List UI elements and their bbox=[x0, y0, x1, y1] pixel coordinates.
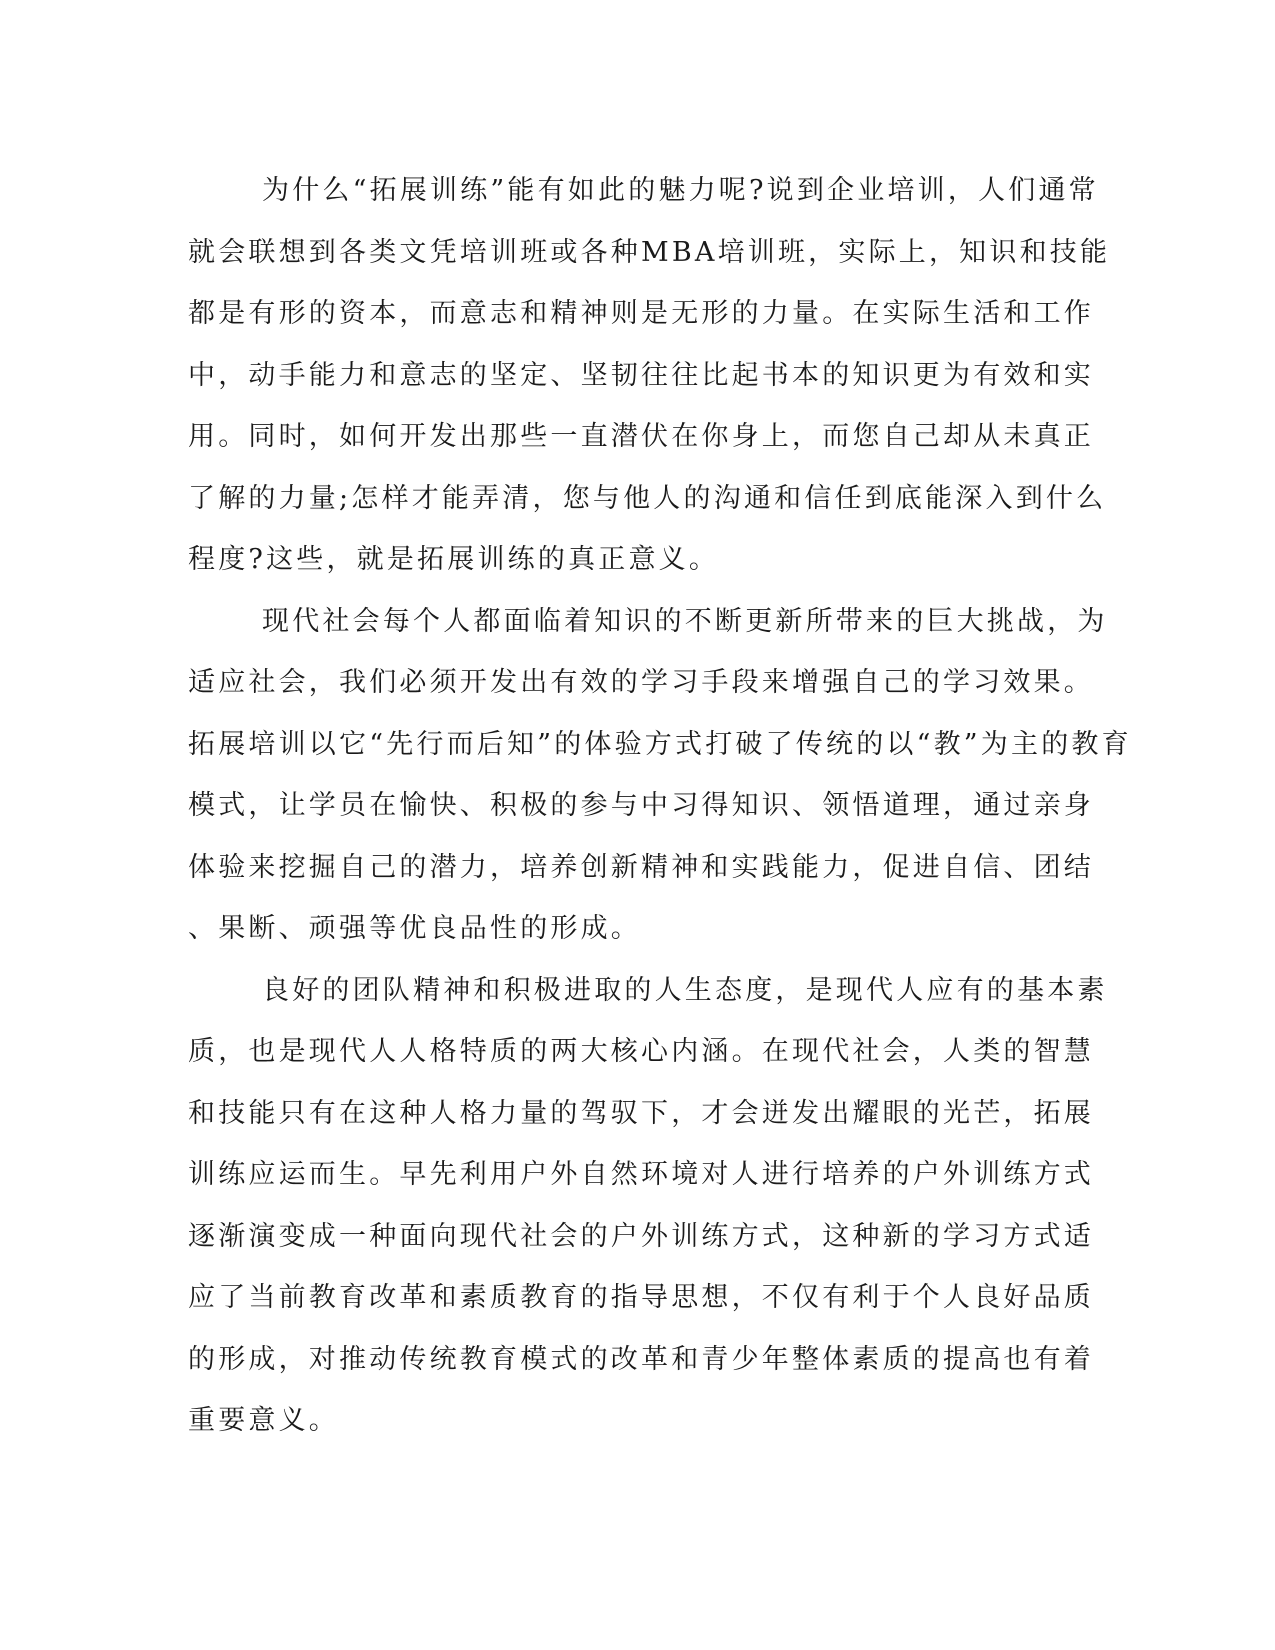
text-line: 就会联想到各类文凭培训班或各种MBA培训班，实际上，知识和技能 bbox=[188, 236, 1111, 268]
text-line: 拓展培训以它“先行而后知”的体验方式打破了传统的以“教”为主的教育 bbox=[188, 728, 1132, 760]
text-line: 的形成，对推动传统教育模式的改革和青少年整体素质的提高也有着 bbox=[188, 1343, 1094, 1375]
text-line: 程度?这些，就是拓展训练的真正意义。 bbox=[188, 544, 720, 575]
text-line: 质，也是现代人人格特质的两大核心内涵。在现代社会，人类的智慧 bbox=[188, 1036, 1094, 1067]
text-line: 了解的力量;怎样才能弄清，您与他人的沟通和信任到底能深入到什么 bbox=[188, 482, 1107, 514]
text-line: 应了当前教育改革和素质教育的指导思想，不仅有利于个人良好品质 bbox=[188, 1282, 1094, 1313]
text-line: 适应社会，我们必须开发出有效的学习手段来增强自己的学习效果。 bbox=[188, 667, 1094, 698]
text-line: 和技能只有在这种人格力量的驾驭下，才会迸发出耀眼的光芒，拓展 bbox=[188, 1097, 1094, 1129]
text-line: 、果断、顽强等优良品性的形成。 bbox=[188, 913, 641, 944]
text-line: 逐渐演变成一种面向现代社会的户外训练方式，这种新的学习方式适 bbox=[188, 1220, 1094, 1252]
paragraph-3 bbox=[188, 960, 1108, 1452]
text-line: 用。同时，如何开发出那些一直潜伏在你身上，而您自己却从未真正 bbox=[188, 421, 1094, 452]
text-line: 体验来挖掘自己的潜力，培养创新精神和实践能力，促进自信、团结 bbox=[188, 851, 1094, 883]
text-line: 重要意义。 bbox=[188, 1405, 339, 1436]
text-line: 训练应运而生。早先利用户外自然环境对人进行培养的户外训练方式 bbox=[188, 1159, 1094, 1190]
text-line: 都是有形的资本，而意志和精神则是无形的力量。在实际生活和工作 bbox=[188, 298, 1094, 329]
text-line: 现代社会每个人都面临着知识的不断更新所带来的巨大挑战，为 bbox=[262, 605, 1108, 637]
paragraph-1 bbox=[188, 160, 1111, 591]
text-line: 模式，让学员在愉快、积极的参与中习得知识、领悟道理，通过亲身 bbox=[188, 790, 1094, 821]
paragraph-2 bbox=[188, 591, 1132, 960]
text-line: 中，动手能力和意志的坚定、坚韧往往比起书本的知识更为有效和实 bbox=[188, 359, 1094, 391]
text-line: 为什么“拓展训练”能有如此的魅力呢?说到企业培训，人们通常 bbox=[262, 175, 1099, 206]
body-text bbox=[188, 160, 1132, 1452]
text-line: 良好的团队精神和积极进取的人生态度，是现代人应有的基本素 bbox=[262, 974, 1108, 1006]
